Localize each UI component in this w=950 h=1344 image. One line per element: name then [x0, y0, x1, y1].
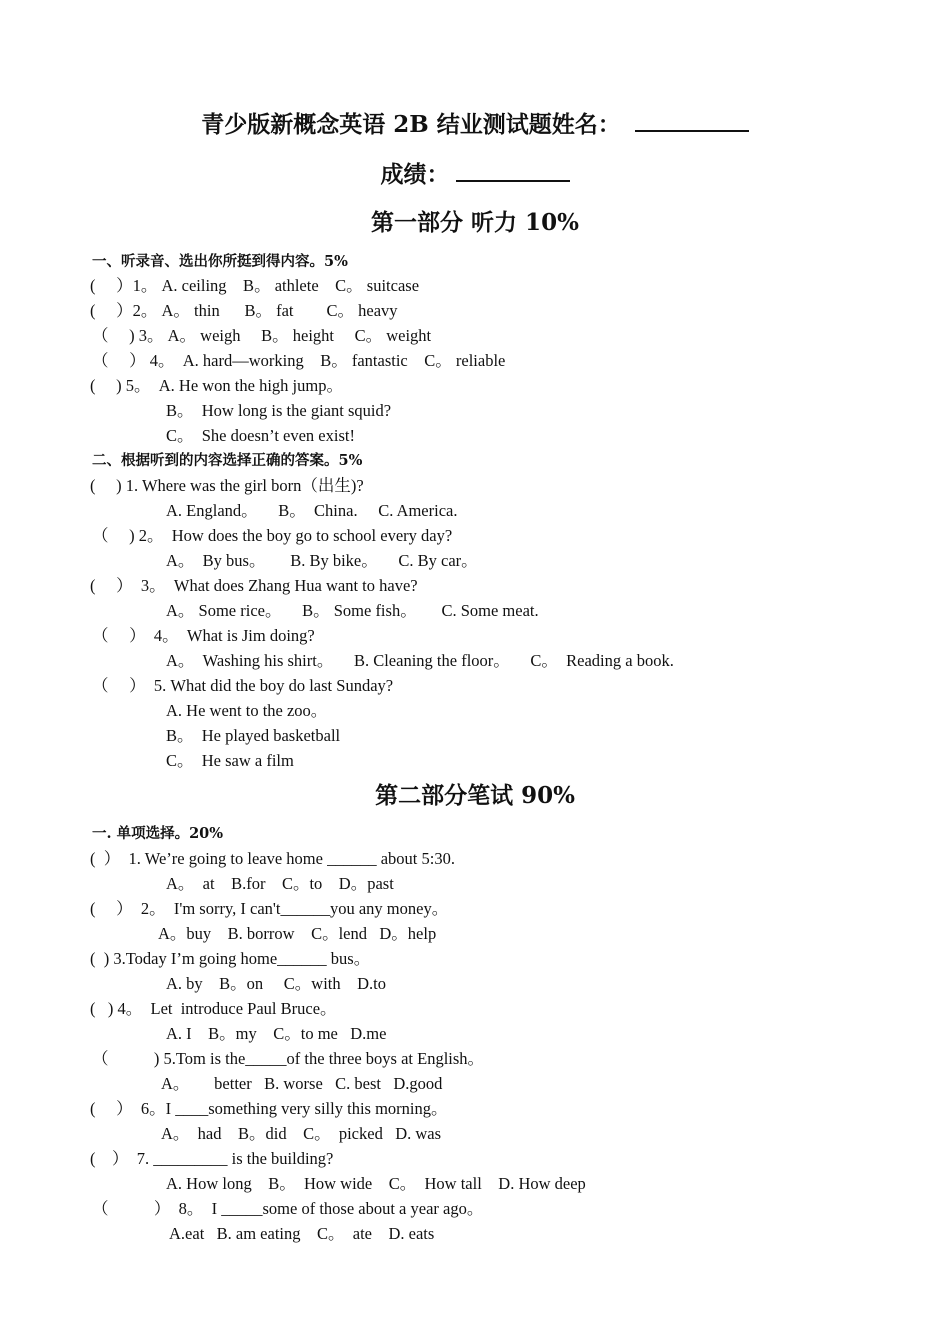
option-line: A. He went to the zoo。 [166, 701, 328, 720]
score-label: 成绩： [380, 161, 450, 188]
question-line: ( ） 7. _________ is the building? [90, 1149, 334, 1168]
question-line: （ ) 5.Tom is the_____of the three boys at English。 [92, 1049, 485, 1068]
question-line: （ ） 4。 A. hard—working B。 fantastic C。 reliable [92, 351, 506, 370]
score-line [0, 158, 950, 190]
option-line: A。 had B。did C。 picked D. was [161, 1124, 442, 1143]
option-line: A。 By bus。 B. By bike。 C. By car。 [166, 551, 478, 570]
part2-heading: 第二部分笔试 90% [375, 782, 575, 809]
option-line: B。 How long is the giant squid? [166, 401, 392, 420]
option-line: A。buy B. borrow C。lend D。help [158, 924, 437, 943]
question-line: ( ）1。 A. ceiling B。 athlete C。 suitcase [90, 276, 420, 295]
question-line: ( ) 3.Today I’m going home______ bus。 [90, 949, 371, 968]
question-line: ( ） 2。 I'm sorry, I can't______you any money。 [90, 899, 449, 918]
question-line: （ ） 4。 What is Jim doing? [92, 626, 315, 645]
section-heading: 一. 单项选择。20% [92, 825, 224, 842]
option-line: A。 at B.for C。to D。past [166, 874, 394, 893]
question-line: （ ) 2。 How does the boy go to school every day? [92, 526, 453, 545]
question-line: ( ) 5。 A. He won the high jump。 [90, 376, 343, 395]
option-line: A. England。 B。 China. C. America. [166, 501, 458, 520]
option-line: A。 Washing his shirt。 B. Cleaning the floor。 C。 Reading a book. [166, 651, 674, 670]
question-line: ( ） 6。I ____something very silly this morning。 [90, 1099, 448, 1118]
option-line: A. I B。my C。to me D.me [166, 1024, 387, 1043]
section-heading: 一、听录音、选出你所挺到得内容。5% [92, 253, 348, 270]
question-line: （ ） 8。 I _____some of those about a year ago。 [92, 1199, 484, 1218]
option-line: A. by B。on C。with D.to [166, 974, 387, 993]
question-line: （ ） 5. What did the boy do last Sunday? [92, 676, 394, 695]
section-heading: 二、根据听到的内容选择正确的答案。5% [92, 452, 363, 469]
option-line: A。 better B. worse C. best D.good [161, 1074, 443, 1093]
score-blank[interactable] [456, 158, 570, 182]
option-line: B。 He played basketball [166, 726, 341, 745]
question-line: （ ) 3。 A。 weigh B。 height C。 weight [92, 326, 432, 345]
option-line: A.eat B. am eating C。 ate D. eats [169, 1224, 435, 1243]
option-line: A. How long B。 How wide C。 How tall D. How deep [166, 1174, 586, 1193]
question-line: ( ) 4。 Let introduce Paul Bruce。 [90, 999, 337, 1018]
page-title-text: 青少版新概念英语 2B 结业测试题姓名： [201, 111, 621, 138]
name-blank[interactable] [635, 108, 749, 132]
question-line: ( ） 1. We’re going to leave home ______ about 5:30. [90, 849, 455, 868]
part1-heading: 第一部分 听力 10% [371, 209, 579, 236]
option-line: C。 He saw a film [166, 751, 294, 770]
question-line: ( ） 3。 What does Zhang Hua want to have? [90, 576, 418, 595]
option-line: A。 Some rice。 B。 Some fish。 C. Some meat. [166, 601, 539, 620]
question-line: ( ) 1. Where was the girl born（出生)? [90, 476, 364, 495]
option-line: C。 She doesn’t even exist! [166, 426, 355, 445]
page-title [0, 108, 950, 140]
question-line: ( ）2。 A。 thin B。 fat C。 heavy [90, 301, 398, 320]
